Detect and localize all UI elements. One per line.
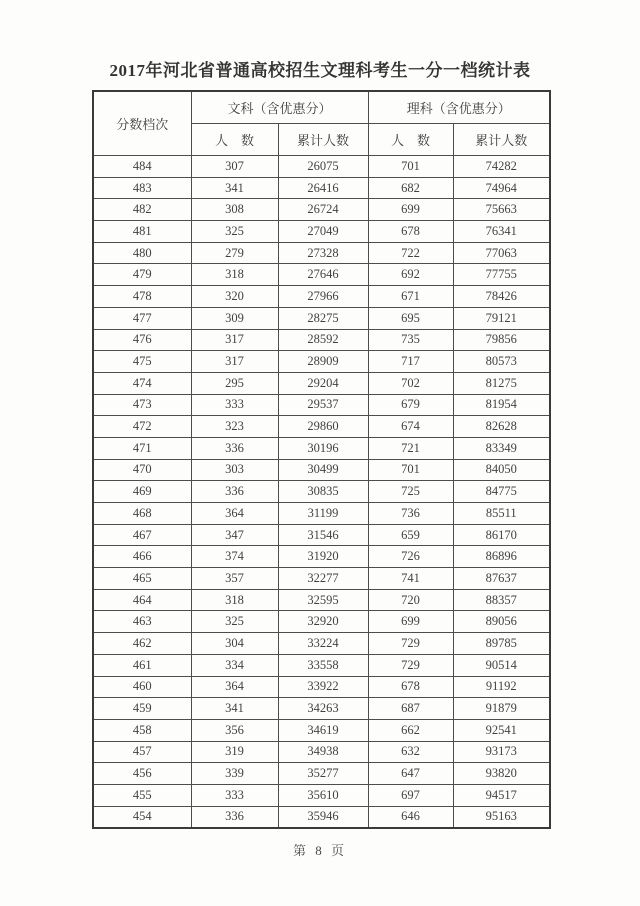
cell-arts-cumulative: 33558 xyxy=(278,654,368,676)
cell-science-count: 697 xyxy=(368,784,453,806)
table-row xyxy=(93,611,550,633)
cell-science-cumulative: 84775 xyxy=(453,481,550,503)
cell-science-count: 662 xyxy=(368,719,453,741)
cell-arts-cumulative: 30835 xyxy=(278,481,368,503)
cell-score: 479 xyxy=(93,264,191,286)
cell-score: 457 xyxy=(93,741,191,763)
cell-score: 466 xyxy=(93,546,191,568)
cell-arts-count: 309 xyxy=(191,307,278,329)
cell-score: 470 xyxy=(93,459,191,481)
cell-arts-count: 341 xyxy=(191,177,278,199)
cell-arts-cumulative: 31199 xyxy=(278,503,368,525)
cell-science-cumulative: 87637 xyxy=(453,568,550,590)
cell-arts-count: 333 xyxy=(191,784,278,806)
cell-science-cumulative: 92541 xyxy=(453,719,550,741)
cell-arts-cumulative: 27049 xyxy=(278,221,368,243)
table-row xyxy=(93,568,550,590)
cell-science-count: 678 xyxy=(368,676,453,698)
cell-science-cumulative: 89785 xyxy=(453,633,550,655)
table-row xyxy=(93,481,550,503)
cell-arts-count: 279 xyxy=(191,242,278,264)
cell-science-cumulative: 82628 xyxy=(453,416,550,438)
cell-science-count: 721 xyxy=(368,437,453,459)
cell-science-cumulative: 94517 xyxy=(453,784,550,806)
cell-arts-count: 325 xyxy=(191,221,278,243)
table-row xyxy=(93,286,550,308)
table-row xyxy=(93,221,550,243)
cell-science-count: 679 xyxy=(368,394,453,416)
cell-science-count: 725 xyxy=(368,481,453,503)
cell-science-count: 678 xyxy=(368,221,453,243)
cell-score: 458 xyxy=(93,719,191,741)
cell-science-count: 720 xyxy=(368,589,453,611)
cell-arts-cumulative: 27646 xyxy=(278,264,368,286)
table-row xyxy=(93,329,550,351)
cell-score: 481 xyxy=(93,221,191,243)
cell-arts-cumulative: 28275 xyxy=(278,307,368,329)
cell-arts-cumulative: 26724 xyxy=(278,199,368,221)
cell-arts-count: 334 xyxy=(191,654,278,676)
cell-science-cumulative: 91879 xyxy=(453,698,550,720)
cell-arts-count: 307 xyxy=(191,156,278,178)
table-row xyxy=(93,676,550,698)
cell-arts-count: 341 xyxy=(191,698,278,720)
cell-science-count: 659 xyxy=(368,524,453,546)
cell-science-cumulative: 86170 xyxy=(453,524,550,546)
cell-score: 465 xyxy=(93,568,191,590)
cell-score: 478 xyxy=(93,286,191,308)
cell-arts-count: 317 xyxy=(191,351,278,373)
cell-science-cumulative: 83349 xyxy=(453,437,550,459)
cell-arts-cumulative: 30196 xyxy=(278,437,368,459)
cell-score: 464 xyxy=(93,589,191,611)
cell-science-cumulative: 74282 xyxy=(453,156,550,178)
cell-arts-count: 336 xyxy=(191,437,278,459)
cell-science-count: 726 xyxy=(368,546,453,568)
cell-score: 472 xyxy=(93,416,191,438)
table-row xyxy=(93,503,550,525)
header-arts-cumulative: 累计人数 xyxy=(278,124,368,156)
cell-science-cumulative: 76341 xyxy=(453,221,550,243)
cell-arts-cumulative: 32595 xyxy=(278,589,368,611)
cell-science-count: 671 xyxy=(368,286,453,308)
table-row xyxy=(93,633,550,655)
cell-arts-count: 357 xyxy=(191,568,278,590)
cell-arts-count: 374 xyxy=(191,546,278,568)
cell-score: 480 xyxy=(93,242,191,264)
table-row xyxy=(93,763,550,785)
cell-arts-count: 325 xyxy=(191,611,278,633)
cell-score: 474 xyxy=(93,372,191,394)
cell-science-cumulative: 78426 xyxy=(453,286,550,308)
cell-arts-count: 364 xyxy=(191,676,278,698)
cell-arts-count: 347 xyxy=(191,524,278,546)
cell-score: 455 xyxy=(93,784,191,806)
cell-arts-count: 336 xyxy=(191,481,278,503)
table-row xyxy=(93,351,550,373)
cell-score: 463 xyxy=(93,611,191,633)
cell-science-cumulative: 91192 xyxy=(453,676,550,698)
table-row xyxy=(93,784,550,806)
cell-science-count: 701 xyxy=(368,156,453,178)
cell-science-cumulative: 79121 xyxy=(453,307,550,329)
cell-science-cumulative: 77063 xyxy=(453,242,550,264)
cell-arts-cumulative: 32920 xyxy=(278,611,368,633)
cell-arts-count: 356 xyxy=(191,719,278,741)
table-row xyxy=(93,589,550,611)
cell-score: 477 xyxy=(93,307,191,329)
header-group-row xyxy=(93,91,550,124)
cell-score: 462 xyxy=(93,633,191,655)
cell-arts-cumulative: 35946 xyxy=(278,806,368,828)
cell-arts-count: 364 xyxy=(191,503,278,525)
cell-arts-count: 333 xyxy=(191,394,278,416)
cell-science-count: 735 xyxy=(368,329,453,351)
cell-arts-count: 319 xyxy=(191,741,278,763)
table-row xyxy=(93,307,550,329)
cell-science-cumulative: 95163 xyxy=(453,806,550,828)
page-number: 第 8 页 xyxy=(292,843,347,858)
table-row xyxy=(93,698,550,720)
cell-science-cumulative: 85511 xyxy=(453,503,550,525)
table-row xyxy=(93,806,550,828)
cell-arts-count: 295 xyxy=(191,372,278,394)
header-arts-count: 人 数 xyxy=(191,124,278,156)
table-row xyxy=(93,654,550,676)
header-science-group: 理科（含优惠分） xyxy=(368,91,550,124)
cell-science-count: 682 xyxy=(368,177,453,199)
cell-science-count: 695 xyxy=(368,307,453,329)
score-distribution-table xyxy=(92,90,551,829)
cell-arts-count: 320 xyxy=(191,286,278,308)
cell-science-count: 687 xyxy=(368,698,453,720)
cell-science-cumulative: 86896 xyxy=(453,546,550,568)
cell-science-count: 701 xyxy=(368,459,453,481)
cell-science-count: 702 xyxy=(368,372,453,394)
cell-arts-count: 318 xyxy=(191,264,278,286)
cell-score: 475 xyxy=(93,351,191,373)
cell-science-cumulative: 77755 xyxy=(453,264,550,286)
cell-science-count: 729 xyxy=(368,633,453,655)
cell-science-count: 647 xyxy=(368,763,453,785)
cell-arts-cumulative: 33922 xyxy=(278,676,368,698)
cell-science-cumulative: 79856 xyxy=(453,329,550,351)
cell-arts-cumulative: 33224 xyxy=(278,633,368,655)
cell-arts-cumulative: 30499 xyxy=(278,459,368,481)
cell-arts-cumulative: 29204 xyxy=(278,372,368,394)
cell-science-cumulative: 93173 xyxy=(453,741,550,763)
cell-arts-count: 303 xyxy=(191,459,278,481)
cell-score: 467 xyxy=(93,524,191,546)
cell-arts-count: 339 xyxy=(191,763,278,785)
page-title: 2017年河北省普通高校招生文理科考生一分一档统计表 xyxy=(109,61,531,80)
cell-arts-cumulative: 29537 xyxy=(278,394,368,416)
table-row xyxy=(93,242,550,264)
cell-science-cumulative: 88357 xyxy=(453,589,550,611)
table-row xyxy=(93,546,550,568)
cell-arts-cumulative: 31920 xyxy=(278,546,368,568)
table-row xyxy=(93,177,550,199)
cell-arts-count: 304 xyxy=(191,633,278,655)
cell-score: 454 xyxy=(93,806,191,828)
cell-score: 459 xyxy=(93,698,191,720)
cell-science-count: 674 xyxy=(368,416,453,438)
table-row xyxy=(93,719,550,741)
table-row xyxy=(93,394,550,416)
cell-science-cumulative: 90514 xyxy=(453,654,550,676)
cell-science-count: 741 xyxy=(368,568,453,590)
cell-science-count: 632 xyxy=(368,741,453,763)
table-row xyxy=(93,437,550,459)
cell-arts-count: 336 xyxy=(191,806,278,828)
cell-science-cumulative: 81954 xyxy=(453,394,550,416)
cell-arts-count: 317 xyxy=(191,329,278,351)
cell-science-count: 646 xyxy=(368,806,453,828)
cell-science-cumulative: 80573 xyxy=(453,351,550,373)
cell-score: 460 xyxy=(93,676,191,698)
table-row xyxy=(93,416,550,438)
cell-arts-cumulative: 31546 xyxy=(278,524,368,546)
cell-arts-cumulative: 28909 xyxy=(278,351,368,373)
cell-score: 456 xyxy=(93,763,191,785)
cell-score: 469 xyxy=(93,481,191,503)
cell-arts-cumulative: 27966 xyxy=(278,286,368,308)
table-body xyxy=(93,156,550,829)
cell-score: 471 xyxy=(93,437,191,459)
header-science-cumulative: 累计人数 xyxy=(453,124,550,156)
cell-score: 484 xyxy=(93,156,191,178)
cell-score: 476 xyxy=(93,329,191,351)
cell-arts-count: 318 xyxy=(191,589,278,611)
table-header xyxy=(93,91,550,156)
cell-score: 468 xyxy=(93,503,191,525)
cell-science-cumulative: 75663 xyxy=(453,199,550,221)
cell-arts-cumulative: 34619 xyxy=(278,719,368,741)
header-arts-group: 文科（含优惠分） xyxy=(191,91,368,124)
cell-arts-cumulative: 35610 xyxy=(278,784,368,806)
cell-science-count: 692 xyxy=(368,264,453,286)
cell-science-count: 699 xyxy=(368,199,453,221)
cell-science-cumulative: 89056 xyxy=(453,611,550,633)
cell-science-cumulative: 93820 xyxy=(453,763,550,785)
cell-score: 461 xyxy=(93,654,191,676)
cell-arts-count: 308 xyxy=(191,199,278,221)
cell-science-count: 717 xyxy=(368,351,453,373)
cell-science-count: 736 xyxy=(368,503,453,525)
table-row xyxy=(93,372,550,394)
cell-arts-cumulative: 35277 xyxy=(278,763,368,785)
cell-science-cumulative: 84050 xyxy=(453,459,550,481)
cell-arts-count: 323 xyxy=(191,416,278,438)
table-row xyxy=(93,741,550,763)
cell-science-count: 699 xyxy=(368,611,453,633)
table-row xyxy=(93,524,550,546)
header-score-level: 分数档次 xyxy=(93,91,191,156)
cell-science-count: 722 xyxy=(368,242,453,264)
cell-score: 473 xyxy=(93,394,191,416)
cell-arts-cumulative: 32277 xyxy=(278,568,368,590)
cell-science-cumulative: 74964 xyxy=(453,177,550,199)
table-row xyxy=(93,459,550,481)
table-row xyxy=(93,264,550,286)
table-row xyxy=(93,156,550,178)
cell-arts-cumulative: 27328 xyxy=(278,242,368,264)
header-science-count: 人 数 xyxy=(368,124,453,156)
cell-arts-cumulative: 34938 xyxy=(278,741,368,763)
cell-arts-cumulative: 28592 xyxy=(278,329,368,351)
cell-arts-cumulative: 26416 xyxy=(278,177,368,199)
cell-arts-cumulative: 26075 xyxy=(278,156,368,178)
cell-score: 482 xyxy=(93,199,191,221)
cell-arts-cumulative: 34263 xyxy=(278,698,368,720)
cell-science-count: 729 xyxy=(368,654,453,676)
cell-science-cumulative: 81275 xyxy=(453,372,550,394)
cell-arts-cumulative: 29860 xyxy=(278,416,368,438)
table-row xyxy=(93,199,550,221)
cell-score: 483 xyxy=(93,177,191,199)
